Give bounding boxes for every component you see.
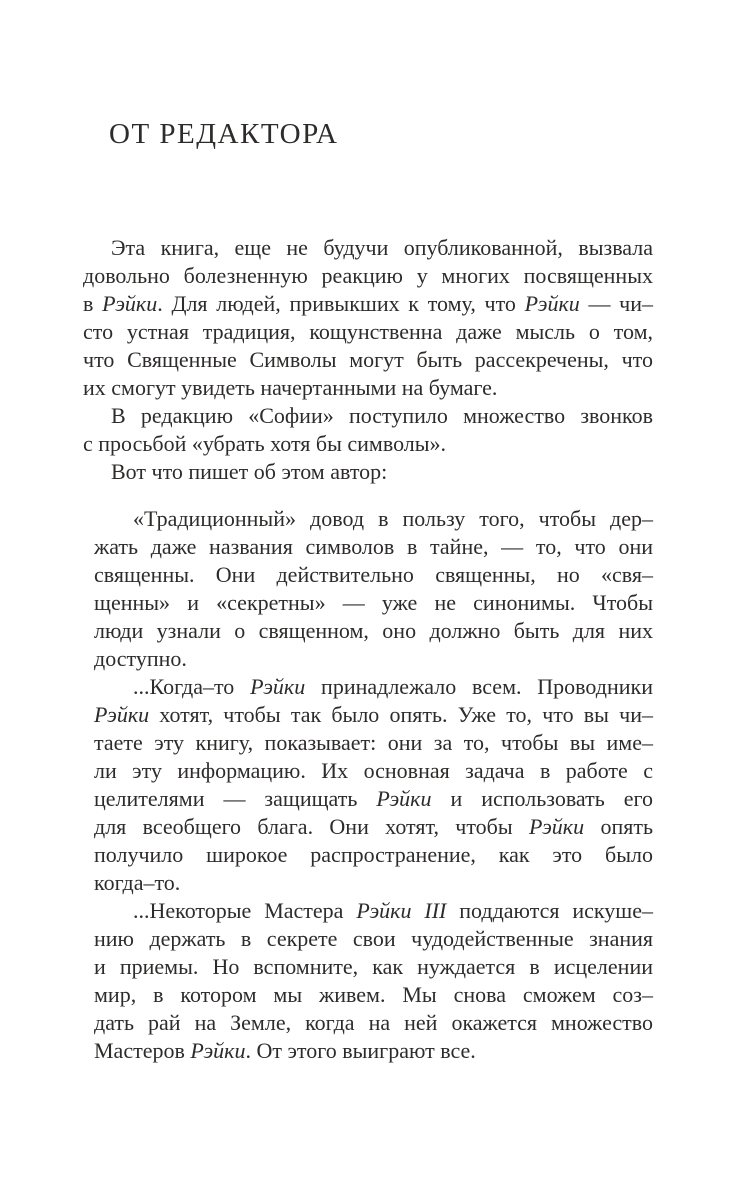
text-line: ...Некоторые Мастера Рэйки III поддаются искуше– <box>133 898 653 923</box>
text-line: мир, в котором мы живем. Мы снова сможем соз– <box>94 982 653 1007</box>
text-line: щенны» и «секретны» — уже не синонимы. Чтобы <box>94 590 653 615</box>
text-line: когда–то. <box>94 870 181 895</box>
text-line: для всеобщего блага. Они хотят, чтобы Рэйки опять <box>94 814 653 839</box>
text-line: что Священные Символы могут быть рассекречены, что <box>83 347 653 372</box>
text-line: В редакцию «Софии» поступило множество звонков <box>111 403 653 428</box>
quote-paragraph <box>94 505 653 673</box>
text-line: Мастеров Рэйки. От этого выиграют все. <box>94 1038 476 1063</box>
paragraph-list <box>83 234 653 1065</box>
text-line: в Рэйки. Для людей, привыкших к тому, что Рэйки — чи– <box>83 291 654 316</box>
text-line: дать рай на Земле, когда на ней окажется множество <box>94 1010 653 1035</box>
page-title: ОТ РЕДАКТОРА <box>109 118 339 150</box>
text-line: сто устная традиция, кощунственна даже мысль о том, <box>83 319 653 344</box>
text-line: таете эту книгу, показывает: они за то, чтобы вы име– <box>94 730 653 755</box>
text-line: с просьбой «убрать хотя бы символы». <box>83 431 447 456</box>
text-line: Вот что пишет об этом автор: <box>111 459 388 484</box>
text-line: Эта книга, еще не будучи опубликованной, вызвала <box>111 235 653 260</box>
text-line: люди узнали о священном, оно должно быть для них <box>94 618 653 643</box>
body-paragraph <box>83 458 653 486</box>
body-paragraph <box>83 402 653 458</box>
quote-paragraph <box>94 897 653 1065</box>
text-line: получило широкое распространение, как это было <box>94 842 653 867</box>
text-line: довольно болезненную реакцию у многих посвященных <box>83 263 653 288</box>
text-line: жать даже названия символов в тайне, — то, что они <box>94 534 653 559</box>
text-line: их смогут увидеть начертанными на бумаге. <box>83 375 498 400</box>
text-line: «Традиционный» довод в пользу того, чтобы дер– <box>133 506 653 531</box>
text-line: доступно. <box>94 646 187 671</box>
text-line: ли эту информацию. Их основная задача в работе с <box>94 758 653 783</box>
text-line: ...Когда–то Рэйки принадлежало всем. Проводники <box>133 674 653 699</box>
text-line: священны. Они действительно священны, но «свя– <box>94 562 653 587</box>
text-line: целителями — защищать Рэйки и использовать его <box>94 786 653 811</box>
quote-paragraph <box>94 673 653 897</box>
text-line: Рэйки хотят, чтобы так было опять. Уже то, что вы чи– <box>94 702 653 727</box>
text-line: нию держать в секрете свои чудодейственные знания <box>94 926 653 951</box>
text-line: и приемы. Но вспомните, как нуждается в исцелении <box>94 954 653 979</box>
body-paragraph <box>83 234 653 402</box>
